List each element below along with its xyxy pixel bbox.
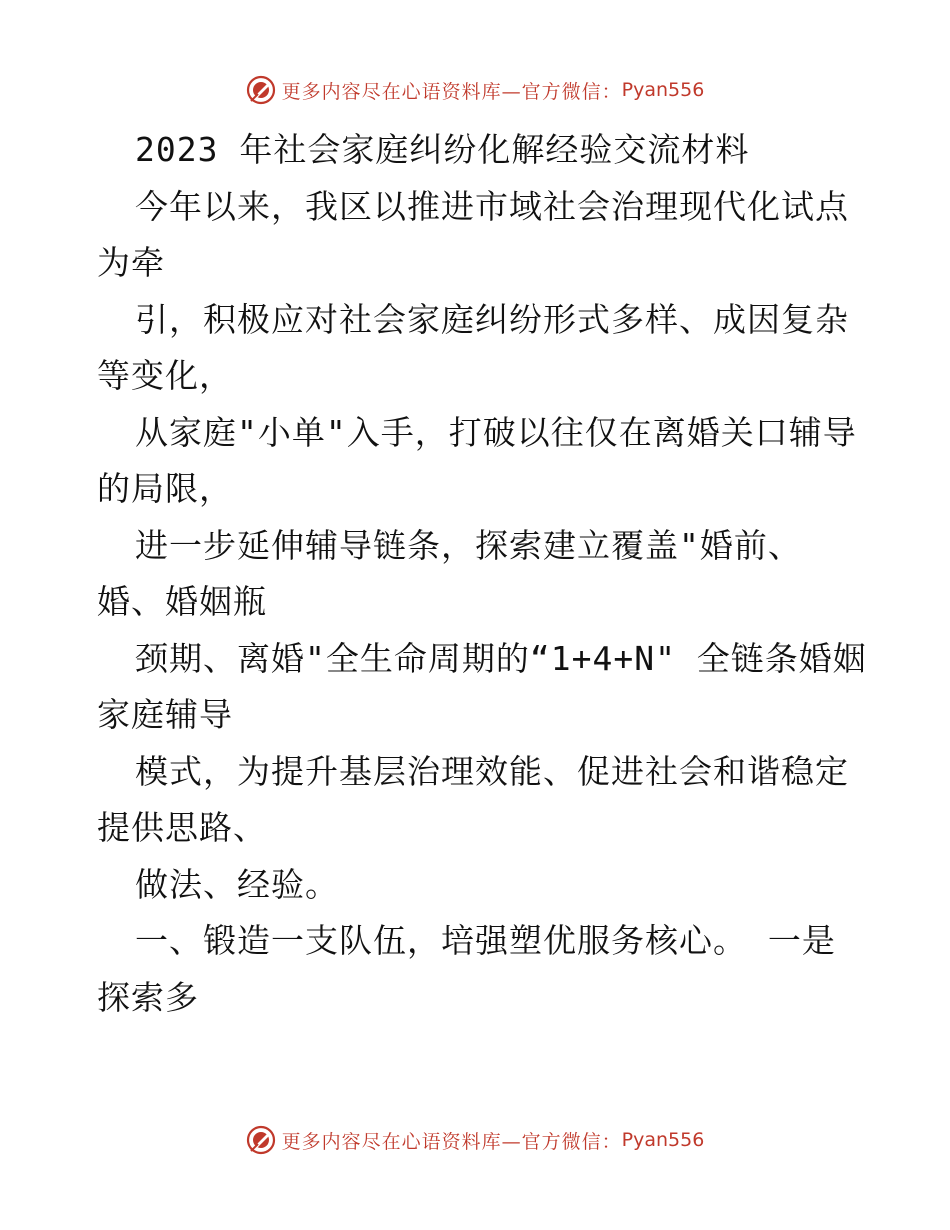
paragraph-line: 家庭辅导 [97,695,233,734]
document-title: 2023 年社会家庭纠纷化解经验交流材料 [135,130,750,169]
paragraph-line: 的局限， [97,469,233,508]
footer-wechat-id: Pyan556 [621,1129,705,1151]
header-wechat-id: Pyan556 [621,79,705,101]
section-heading-line: 一、锻造一支队伍，培强塑优服务核心。 一是 [135,921,836,960]
header-banner-text: 更多内容尽在心语资料库—官方微信： [281,80,622,103]
paragraph-line: 引，积极应对社会家庭纠纷形式多样、成因复杂 [135,299,849,339]
paragraph-line: 从家庭"小单"入手，打破以往仅在离婚关口辅导 [135,412,857,452]
paragraph-line: 模式，为提升基层治理效能、促进社会和谐稳定 [135,751,849,791]
paragraph-line: 提供思路、 [97,808,267,847]
paragraph-line: 等变化， [97,356,233,395]
paragraph-line: 进一步延伸辅导链条，探索建立覆盖"婚前、 [135,525,802,565]
pen-quill-logo-icon [246,75,276,105]
footer-banner-text: 更多内容尽在心语资料库—官方微信： [281,1130,622,1153]
document-body [97,122,867,1026]
paragraph-line: 做法、经验。 [135,864,339,904]
paragraph-line: 为牵 [97,243,165,282]
paragraph-line: 探索多 [97,977,199,1017]
footer-banner [0,1120,950,1160]
pen-quill-logo-icon [246,1125,276,1155]
header-banner [0,70,950,110]
paragraph-line: 今年以来，我区以推进市域社会治理现代化试点 [135,186,849,226]
paragraph-line: 婚、婚姻瓶 [97,582,267,621]
paragraph-line: 颈期、离婚"全生命周期的“1+4+N" 全链条婚姻 [135,638,867,678]
